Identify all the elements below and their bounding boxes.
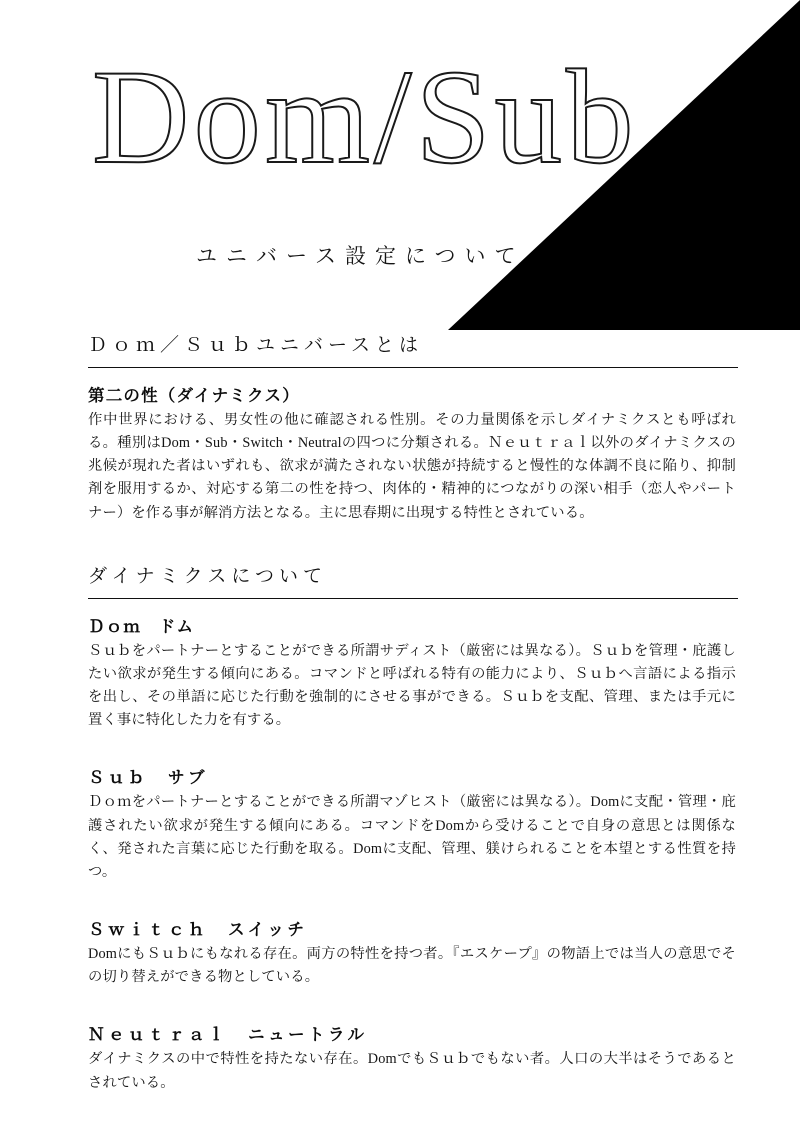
- block-dom: [88, 613, 736, 733]
- document-content: [0, 330, 800, 1105]
- section-about-dynamics: [0, 561, 800, 1095]
- page-subtitle: ユニバース設定について: [196, 244, 525, 268]
- page-title: Dom/Sub: [92, 43, 638, 192]
- section-what-is-domsub: [0, 330, 800, 525]
- spacer: [0, 732, 800, 750]
- block-body: Ｓｕｂをパートナーとすることができる所謂サディスト（厳密には異なる）。Ｓｕｂを管理・庇護したい欲求が発生する傾向にある。コマンドと呼ばれる特有の能力により、Ｓｕｂへ言語による指示を出し、その単語に応じた行動を強制的にさせる事ができる。Ｓｕｂを支配、管理、または手元に置く事に特化した力を有する。: [88, 642, 736, 729]
- spacer: [0, 884, 800, 902]
- spacer: [0, 535, 800, 561]
- block-second-sex: [88, 382, 736, 525]
- block-body: ダイナミクスの中で特性を持たない存在。DomでもＳｕｂでもない者。人口の大半はそうであるとされている。: [88, 1051, 736, 1091]
- block-switch: [88, 916, 736, 989]
- block-title: Ｓｗｉｔｃｈ スイッチ: [88, 920, 308, 940]
- section-divider: [88, 598, 738, 599]
- block-neutral: [88, 1021, 736, 1094]
- block-title: Ｄｏｍ ドム: [88, 616, 195, 636]
- page-header: [0, 0, 800, 330]
- section-divider: [88, 367, 738, 368]
- section-heading: ダイナミクスについて: [88, 565, 328, 587]
- block-title: 第二の性（ダイナミクス）: [88, 386, 300, 405]
- block-body: DomにもＳｕｂにもなれる存在。両方の特性を持つ者。『エスケープ』の物語上では当人の意思でその切り替えができる物としている。: [88, 946, 736, 986]
- block-title: Ｎｅｕｔｒａｌ ニュートラル: [88, 1025, 368, 1045]
- section-heading: Ｄｏｍ／Ｓｕｂユニバースとは: [88, 335, 424, 356]
- block-sub: [88, 764, 736, 884]
- block-title: Ｓｕｂ サブ: [88, 768, 208, 788]
- spacer: [0, 989, 800, 1007]
- block-body: Ｄｏｍをパートナーとすることができる所謂マゾヒスト（厳密には異なる）。Domに支配・管理・庇護されたい欲求が発生する傾向にある。コマンドをDomから受けることで自身の意思とは関係なく、発された言葉に応じた行動を取る。Domに支配、管理、躾けられることを本望とする性質を持つ。: [88, 794, 736, 880]
- block-body: 作中世界における、男女性の他に確認される性別。その力量関係を示しダイナミクスとも呼ばれる。種別はDom・Sub・Switch・Neutralの四つに分類される。Ｎｅｕｔｒａｌ以外のダイナミクスの兆候が現れた者はいずれも、欲求が満たされない状態が持続すると慢性的な体調不良に陥り、抑制剤を服用するか、対応する第二の性を持つ、肉体的・精神的につながりの深い相手（恋人やパートナー）を作る事が解消方法となる。主に思春期に出現する特性とされている。: [88, 412, 736, 521]
